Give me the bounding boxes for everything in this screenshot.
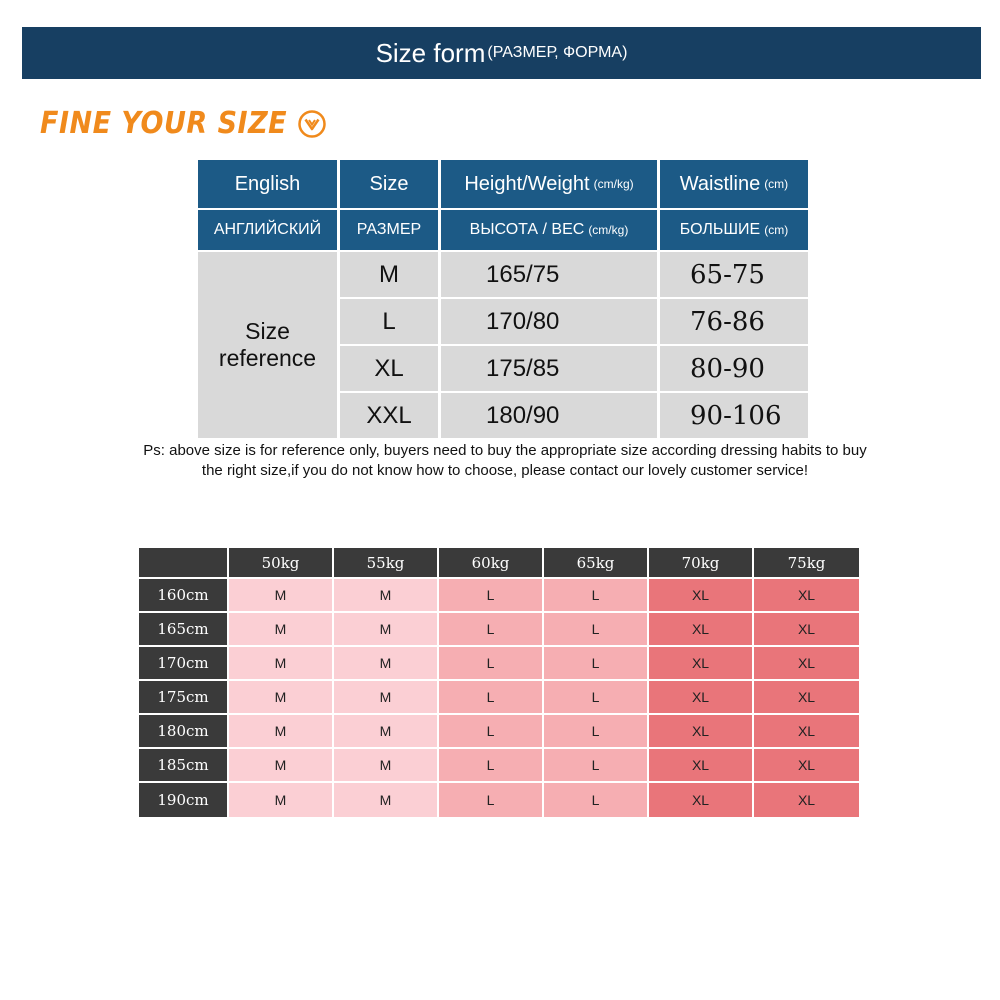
matrix-cell: L <box>439 681 544 715</box>
row-hw-xl <box>441 346 657 391</box>
matrix-cell: XL <box>649 681 754 715</box>
height-weight-value: 180/90 <box>486 401 560 429</box>
header-english-ru <box>198 210 337 250</box>
height-weight-matrix <box>139 548 859 817</box>
matrix-cell: XL <box>754 749 859 783</box>
matrix-cell: XL <box>649 613 754 647</box>
size-value: XXL <box>366 401 412 429</box>
row-size-l <box>340 299 438 344</box>
height-weight-value: 175/85 <box>486 354 560 382</box>
header-height-weight-label: Height/Weight <box>464 172 590 195</box>
matrix-row-header: 160cm <box>139 579 229 613</box>
matrix-cell: L <box>439 715 544 749</box>
matrix-cell: M <box>229 783 334 817</box>
waistline-value: 80-90 <box>690 353 765 384</box>
header-waistline-ru-label: БОЛЬШИЕ <box>679 221 761 238</box>
matrix-cell: M <box>229 613 334 647</box>
row-size-m <box>340 252 438 297</box>
matrix-row <box>139 715 859 749</box>
height-weight-value: 165/75 <box>486 260 560 288</box>
header-size-label: Size <box>369 172 409 195</box>
matrix-corner <box>139 548 229 579</box>
matrix-cell: L <box>439 749 544 783</box>
note-line-1: Ps: above size is for reference only, buyers need to buy the appropriate size according dressing habits to buy <box>143 442 867 459</box>
waistline-value: 76-86 <box>690 306 765 337</box>
header-size-ru <box>340 210 438 250</box>
matrix-cell: L <box>439 579 544 613</box>
note-line-2: the right size,if you do not know how to choose, please contact our lovely customer service! <box>201 462 809 479</box>
size-reference-cell <box>198 252 337 438</box>
matrix-cell: XL <box>754 715 859 749</box>
matrix-cell: M <box>334 613 439 647</box>
row-hw-m <box>441 252 657 297</box>
matrix-cell: M <box>334 749 439 783</box>
matrix-cell: L <box>544 783 649 817</box>
matrix-cell: L <box>439 783 544 817</box>
matrix-cell: M <box>334 579 439 613</box>
header-size-ru-label: РАЗМЕР <box>356 221 422 238</box>
waistline-value: 90-106 <box>690 400 782 431</box>
matrix-cell: M <box>229 579 334 613</box>
size-value: XL <box>374 354 404 382</box>
matrix-cell: M <box>229 681 334 715</box>
row-hw-xxl <box>441 393 657 438</box>
size-reference-label-2: reference <box>218 345 317 371</box>
matrix-cell: XL <box>754 647 859 681</box>
row-waist-xl <box>660 346 808 391</box>
matrix-cell: M <box>229 749 334 783</box>
height-weight-value: 170/80 <box>486 307 560 335</box>
row-size-xl <box>340 346 438 391</box>
matrix-row <box>139 783 859 817</box>
matrix-cell: M <box>334 647 439 681</box>
matrix-row-header: 185cm <box>139 749 229 783</box>
matrix-cell: L <box>544 579 649 613</box>
matrix-cell: M <box>334 783 439 817</box>
matrix-row <box>139 749 859 783</box>
matrix-column-header: 65kg <box>544 548 649 579</box>
matrix-cell: XL <box>649 647 754 681</box>
matrix-row-header: 190cm <box>139 783 229 817</box>
matrix-row-header: 180cm <box>139 715 229 749</box>
header-height-weight-ru <box>441 210 657 250</box>
title-banner <box>22 27 981 79</box>
matrix-column-header: 55kg <box>334 548 439 579</box>
reference-note <box>55 441 955 481</box>
matrix-column-header: 75kg <box>754 548 859 579</box>
matrix-cell: M <box>229 647 334 681</box>
matrix-column-header: 70kg <box>649 548 754 579</box>
matrix-row <box>139 579 859 613</box>
chevron-down-circle-icon <box>297 109 327 139</box>
matrix-cell: XL <box>754 783 859 817</box>
matrix-cell: M <box>229 715 334 749</box>
matrix-row-header: 170cm <box>139 647 229 681</box>
header-english-label: English <box>234 172 301 195</box>
matrix-cell: XL <box>649 715 754 749</box>
matrix-cell: M <box>334 681 439 715</box>
matrix-column-header: 50kg <box>229 548 334 579</box>
banner-title: Size form <box>375 37 486 68</box>
header-height-weight-unit: (cm/kg) <box>593 177 634 191</box>
matrix-cell: L <box>439 647 544 681</box>
matrix-cell: L <box>544 749 649 783</box>
matrix-cell: L <box>544 715 649 749</box>
header-english <box>198 160 337 208</box>
find-size-heading <box>40 108 327 139</box>
matrix-cell: L <box>544 613 649 647</box>
matrix-row-header: 165cm <box>139 613 229 647</box>
waistline-value: 65-75 <box>690 259 765 290</box>
header-waistline <box>660 160 808 208</box>
matrix-column-header: 60kg <box>439 548 544 579</box>
header-height-weight-ru-unit: (cm/kg) <box>588 223 629 237</box>
matrix-cell: L <box>544 681 649 715</box>
heading-text: FINE YOUR SIZE <box>40 106 288 141</box>
header-height-weight <box>441 160 657 208</box>
banner-subtitle: (РАЗМЕР, ФОРМА) <box>487 44 628 61</box>
matrix-cell: XL <box>754 681 859 715</box>
row-waist-m <box>660 252 808 297</box>
size-value: M <box>379 260 399 288</box>
header-waistline-ru-unit: (cm) <box>764 223 789 237</box>
header-waistline-unit: (cm) <box>764 177 789 191</box>
matrix-row <box>139 647 859 681</box>
matrix-row <box>139 613 859 647</box>
matrix-cell: XL <box>754 579 859 613</box>
row-waist-xxl <box>660 393 808 438</box>
matrix-cell: XL <box>649 783 754 817</box>
matrix-cell: M <box>334 715 439 749</box>
matrix-row <box>139 681 859 715</box>
matrix-cell: XL <box>649 749 754 783</box>
header-height-weight-ru-label: ВЫСОТА / ВЕС <box>469 221 585 238</box>
row-size-xxl <box>340 393 438 438</box>
matrix-cell: L <box>544 647 649 681</box>
size-reference-label-1: Size <box>245 318 290 344</box>
row-hw-l <box>441 299 657 344</box>
row-waist-l <box>660 299 808 344</box>
size-value: L <box>382 307 396 335</box>
header-english-ru-label: АНГЛИЙСКИЙ <box>213 221 322 238</box>
header-waistline-ru <box>660 210 808 250</box>
header-waistline-label: Waistline <box>679 172 761 195</box>
matrix-header-row <box>139 548 859 579</box>
matrix-cell: L <box>439 613 544 647</box>
matrix-cell: XL <box>649 579 754 613</box>
header-size <box>340 160 438 208</box>
matrix-cell: XL <box>754 613 859 647</box>
matrix-row-header: 175cm <box>139 681 229 715</box>
